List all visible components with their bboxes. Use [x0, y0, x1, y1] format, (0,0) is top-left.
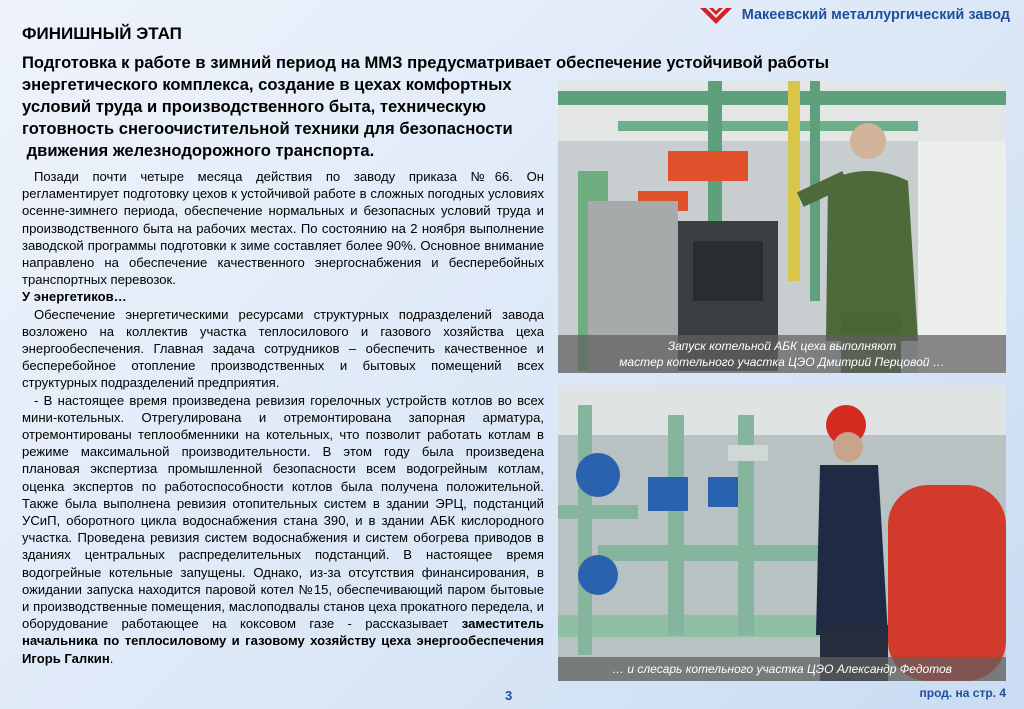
page-number: 3 — [505, 688, 513, 703]
photo-caption — [558, 335, 1006, 373]
headline-line: условий труда и производственного быта, техническую — [22, 97, 487, 116]
headline-line: движения железнодорожного транспорта. — [22, 141, 375, 160]
brand-name: Макеевский металлургический завод — [741, 7, 1010, 23]
article-subheading: У энергетиков… — [22, 289, 127, 305]
mmz-logo-icon — [698, 4, 734, 26]
headline-line: готовность снегоочистительной техники для безопасности — [22, 119, 513, 138]
photo-caption-line: мастер котельного участка ЦЭО Дмитрий Перцовой … — [619, 355, 945, 369]
continued-link[interactable]: прод. на стр. 4 — [919, 686, 1006, 700]
pump-station-illustration — [558, 385, 1006, 681]
boiler-room-illustration — [558, 81, 1006, 373]
article-paragraph: Позади почти четыре месяца действия по заводу приказа №66. Он регламентирует подготовку цехов к устойчивой работе в сложных погодных условиях осенне-зимнего периода, обеспечение нормальных и безопасных условий труда и производственного быта на рабочих местах. По состоянию на 2 ноября выполнение заводской программы подготовки к зиме составляет более 90%. Основное внимание направлено на обеспечение качественного энергоснабжения и бесперебойных транспортных перевозок. — [22, 169, 544, 288]
section-title: ФИНИШНЫЙ ЭТАП — [22, 24, 182, 43]
article-quote-author: заместитель начальника по теплосиловому и газовому хозяйству цеха энергообеспечения Игорь Галкин — [22, 616, 544, 666]
photo-caption — [558, 657, 1006, 681]
headline-line: энергетического комплекса, создание в цехах комфортных — [22, 75, 512, 94]
photo-caption-line: … и слесарь котельного участка ЦЭО Александр Федотов — [612, 662, 952, 676]
article-body — [22, 168, 544, 667]
article-text-end: . — [109, 650, 114, 666]
article-paragraph — [22, 392, 544, 667]
headline-line: Подготовка к работе в зимний период на ММЗ предусматривает обеспечение устойчивой работы — [22, 53, 830, 72]
photo-pump-station — [558, 385, 1006, 681]
brand-logo — [698, 4, 1010, 26]
article-text: - В настоящее время произведена ревизия горелочных устройств котлов во всех мини-котельных. Отрегулирована и отремонтирована запорная арматура, отремонтированы теплообменники на котельных, что позволит работать котлам в режиме максимальной производительности. В этом году была произведена плановая экспертиза промышленной безопасности всем водогрейным котлам, оценка экспертов по работоспособности котлов была получена положительной. Также была выполнена ревизия отопительных систем в здании ЭРЦ, подстанций УСиП, оборотного цикла водоснабжения стана 390, и в здании АБК кислородного участка. Проведена ревизия систем водоснабжения и систем обогрева приводов в зданиях центральных распределительных подстанций. В настоящее время водогрейные котельные запущены. Однако, из-за отсутствия финансирования, в ожидании запуска находится паровой котел №15, обеспечивающий паром бытовые и производственные помещения, маслоподвалы станов цеха прокатного передела, и оборудование работающее на коксовом газе - рассказывает — [22, 392, 544, 632]
photo-caption-line: Запуск котельной АБК цеха выполняют — [667, 339, 897, 353]
article-paragraph: Обеспечение энергетическими ресурсами структурных подразделений завода возложено на коллектив участка теплосилового и газового хозяйства цеха энергообеспечения. Главная задача сотрудников – обеспечить качественное и бесперебойное отопление производственных и бытовых помещений всех структурных подразделений предприятия. — [22, 306, 544, 391]
photo-boiler-room — [558, 81, 1006, 373]
